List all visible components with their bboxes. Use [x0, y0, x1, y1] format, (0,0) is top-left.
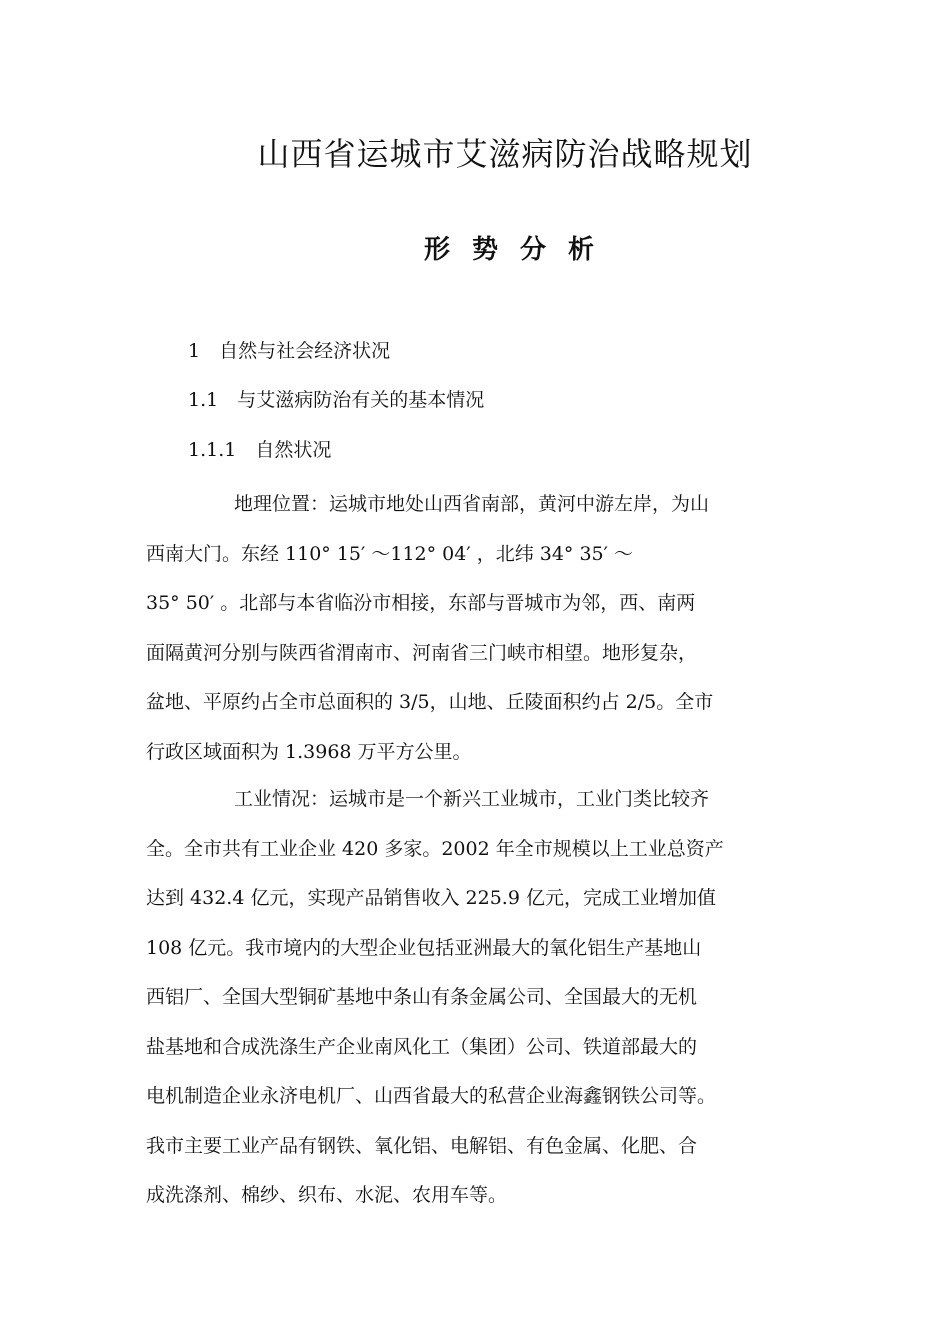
paragraph-line: 电机制造企业永济电机厂、山西省最大的私营企业海鑫钢铁公司等。: [146, 1085, 717, 1107]
paragraph-line: 西南大门。东经 110° 15′ ～112° 04′ ，北纬 34° 35′ ～: [146, 542, 633, 565]
paragraph-line: 工业情况：运城市是一个新兴工业城市，工业门类比较齐: [234, 788, 710, 810]
paragraph-line: 108 亿元。我市境内的大型企业包括亚洲最大的氧化铝生产基地山: [146, 936, 702, 959]
section-subtitle: 形势分析: [423, 235, 616, 265]
paragraph-line: 面隔黄河分别与陕西省渭南市、河南省三门峡市相望。地形复杂，: [146, 641, 698, 664]
heading-level-1: 1 自然与社会经济状况: [188, 340, 391, 362]
paragraph-line: 盆地、平原约占全市总面积的 3/5，山地、丘陵面积约占 2/5。全市: [146, 691, 714, 713]
heading-level-3: 1.1.1 自然状况: [188, 439, 332, 461]
paragraph-line: 35° 50′ 。北部与本省临汾市相接，东部与晋城市为邻，西、南两: [146, 592, 696, 614]
paragraph-line: 西铝厂、全国大型铜矿基地中条山有条金属公司、全国最大的无机: [146, 986, 698, 1008]
document-title: 山西省运城市艾滋病防治战略规划: [257, 135, 753, 173]
heading-level-2: 1.1 与艾滋病防治有关的基本情况: [188, 389, 485, 411]
paragraph-line: 盐基地和合成洗涤生产企业南风化工（集团）公司、铁道部最大的: [146, 1035, 698, 1058]
paragraph-industry: [146, 775, 816, 1221]
paragraph-line: 地理位置：运城市地处山西省南部，黄河中游左岸，为山: [234, 493, 710, 515]
paragraph-line: 全。全市共有工业企业 420 多家。2002 年全市规模以上工业总资产: [146, 837, 724, 860]
paragraph-line: 成洗涤剂、棉纱、织布、水泥、农用车等。: [146, 1184, 508, 1206]
paragraph-line: 我市主要工业产品有钢铁、氧化铝、电解铝、有色金属、化肥、合: [146, 1134, 698, 1157]
paragraph-geography: [146, 480, 816, 777]
paragraph-line: 达到 432.4 亿元，实现产品销售收入 225.9 亿元，完成工业增加值: [146, 887, 716, 909]
paragraph-line: 行政区域面积为 1.3968 万平方公里。: [146, 740, 472, 763]
